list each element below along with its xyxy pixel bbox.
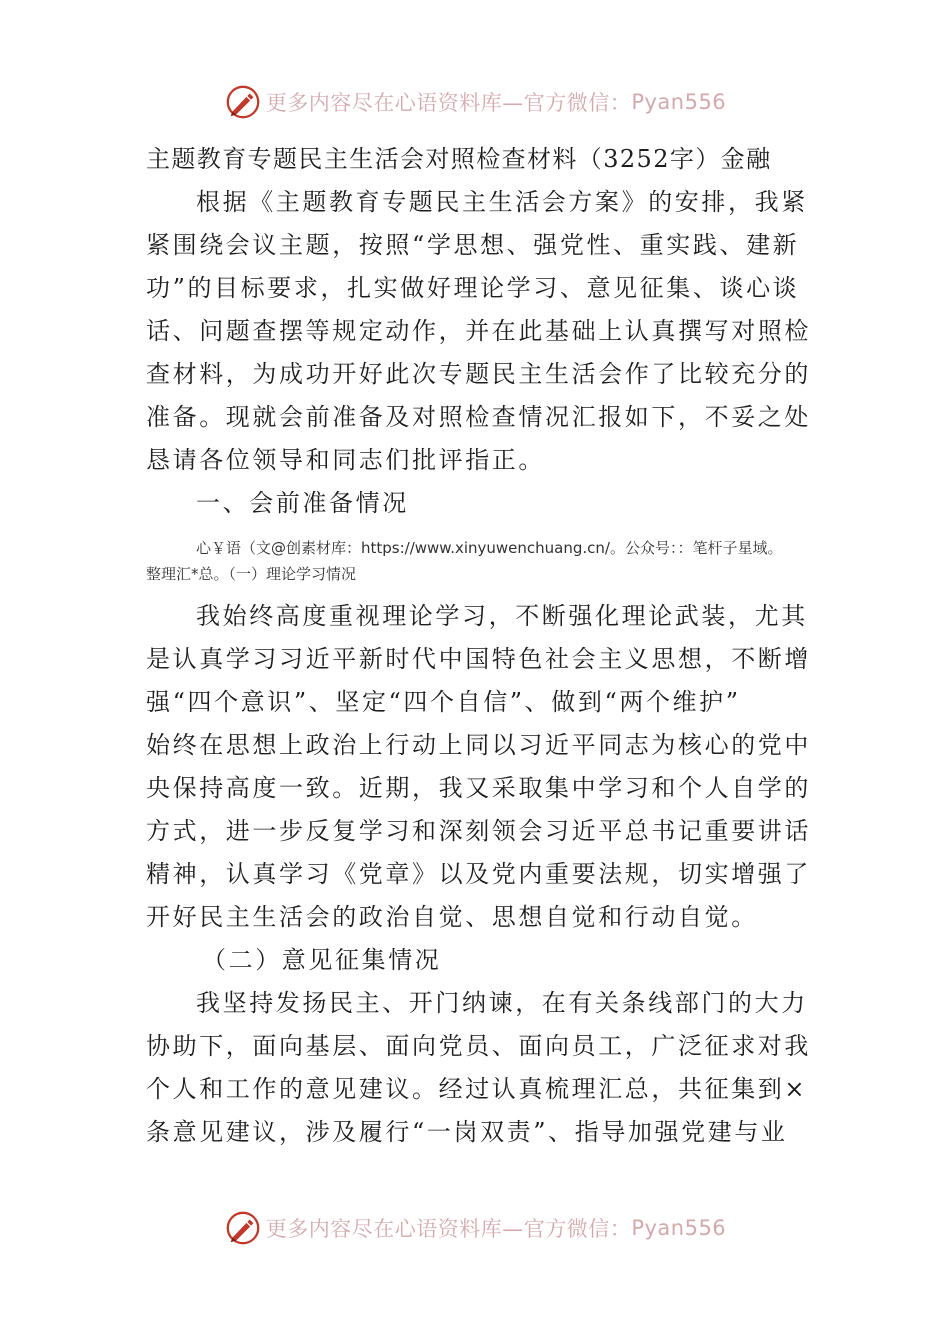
paragraph-line: 功”的目标要求，扎实做好理论学习、意见征集、谈心谈 <box>146 274 800 302</box>
document-body <box>146 138 811 1154</box>
pen-logo-icon <box>224 83 262 121</box>
document-title: 主题教育专题民主生活会对照检查材料（3252字）金融 <box>146 145 772 173</box>
section-heading: （二）意见征集情况 <box>202 946 442 974</box>
header-wechat-id: Pyan556 <box>631 90 727 114</box>
paragraph-line: 我始终高度重视理论学习，不断强化理论武装，尤其 <box>196 602 808 630</box>
footer-wechat-id: Pyan556 <box>631 1216 727 1240</box>
paragraph-line: 个人和工作的意见建议。经过认真梳理汇总，共征集到× <box>146 1075 808 1103</box>
paragraph-line: 恳请各位领导和同志们批评指正。 <box>146 446 545 474</box>
paragraph-line: 始终在思想上政治上行动上同以习近平同志为核心的党中 <box>146 731 811 759</box>
paragraph-line: 方式，进一步反复学习和深刻领会习近平总书记重要讲话 <box>146 817 811 845</box>
paragraph-line: 紧围绕会议主题，按照“学思想、强党性、重实践、建新 <box>146 231 800 259</box>
header-banner-text: 更多内容尽在心语资料库—官方微信： <box>265 91 632 115</box>
paragraph-line: 根据《主题教育专题民主生活会方案》的安排，我紧 <box>196 188 808 216</box>
paragraph-line: 条意见建议，涉及履行“一岗双责”、指导加强党建与业 <box>146 1118 788 1146</box>
header-banner <box>0 82 950 122</box>
paragraph-line: 协助下，面向基层、面向党员、面向员工，广泛征求对我 <box>146 1032 811 1060</box>
paragraph-line: 查材料，为成功开好此次专题民主生活会作了比较充分的 <box>146 360 811 388</box>
section-heading: 一、会前准备情况 <box>196 489 409 517</box>
watermark-line: 心￥语（文@创素材库：https://www.xinyuwenchuang.cn/。公众号：：笔杆子星域。 <box>196 539 783 557</box>
paragraph-line: 我坚持发扬民主、开门纳谏，在有关条线部门的大力 <box>196 989 808 1017</box>
paragraph-line: 话、问题查摆等规定动作，并在此基础上认真撰写对照检 <box>146 317 811 345</box>
paragraph-line: 央保持高度一致。近期，我又采取集中学习和个人自学的 <box>146 774 811 802</box>
paragraph-line: 准备。现就会前准备及对照检查情况汇报如下，不妥之处 <box>146 403 811 431</box>
footer-banner-text: 更多内容尽在心语资料库—官方微信： <box>265 1217 632 1241</box>
pen-logo-icon <box>224 1209 262 1247</box>
footer-banner <box>0 1208 950 1248</box>
watermark-line: 整理汇*总。（一）理论学习情况 <box>146 565 357 583</box>
paragraph-line: 开好民主生活会的政治自觉、思想自觉和行动自觉。 <box>146 903 758 931</box>
paragraph-line: 是认真学习习近平新时代中国特色社会主义思想，不断增 <box>146 645 811 673</box>
paragraph-line: 强“四个意识”、坚定“四个自信”、做到“两个维护” <box>146 688 741 716</box>
paragraph-line: 精神，认真学习《党章》以及党内重要法规，切实增强了 <box>146 860 811 888</box>
